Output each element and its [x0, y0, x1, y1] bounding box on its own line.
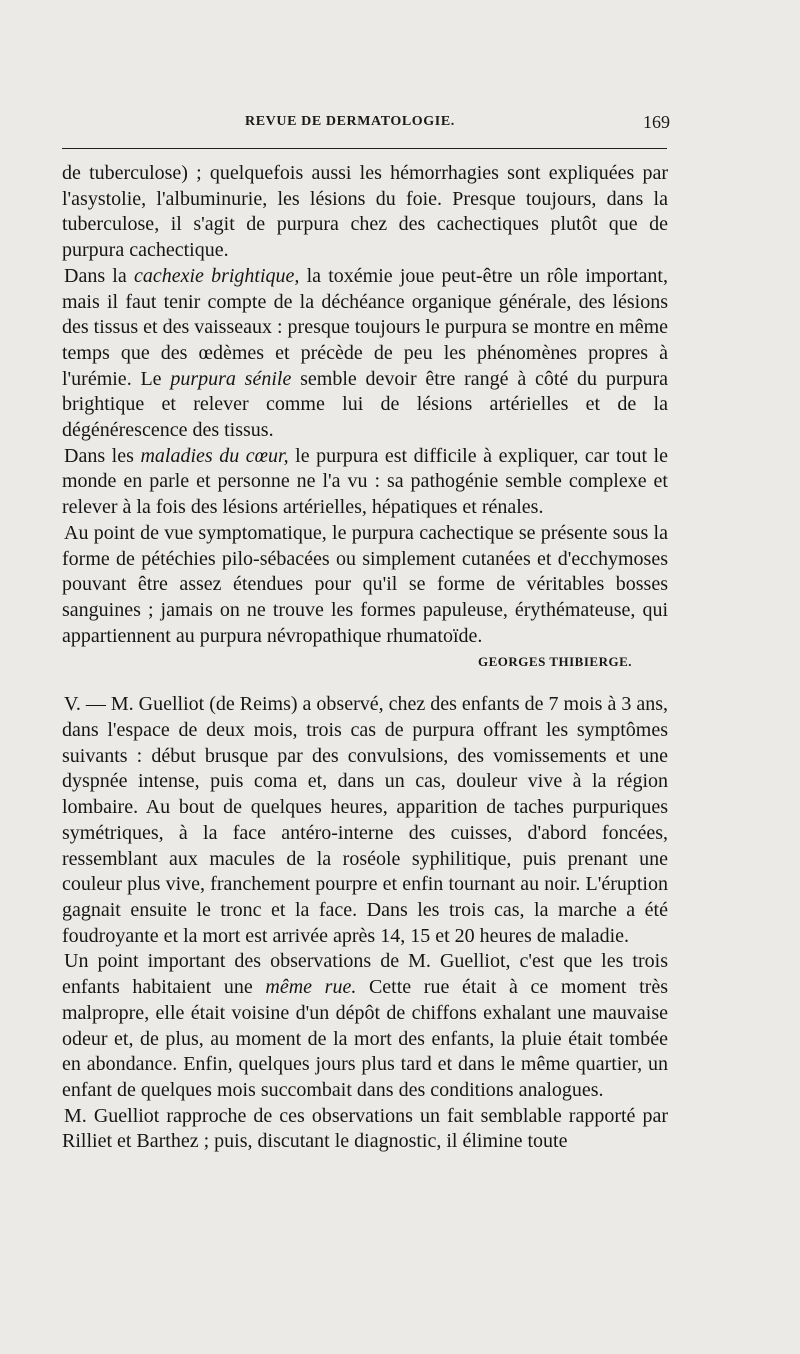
- paragraph-cachexie-brightique: [62, 264, 668, 444]
- paragraph-text: M. Guelliot rapproche de ces observations un fait semblable rapporté par Rilliet et Barthez ; puis, discutant le diagnostic, il élimine toute: [62, 1104, 668, 1153]
- italic-term: même rue.: [265, 976, 357, 999]
- paragraph-text: Dans les: [64, 444, 141, 467]
- running-title: REVUE DE DERMATOLOGIE.: [245, 114, 455, 129]
- paragraph-text: de tuberculose) ; quelquefois aussi les hémorrhagies sont expliquées par l'asystolie, l'albuminurie, les lésions du foie. Presque toujours, dans la tuberculose, il s'agit de purpura chez des cachectiques plutôt que de purpura cachectique.: [62, 162, 668, 262]
- paragraph-text: Cette rue était à ce moment très malpropre, elle était voisine d'un dépôt de chiffons exhalant une mauvaise odeur et, de plus, au moment de la mort des enfants, la pluie était tombée en abondance. Enfin, quelques jours plus tard et dans le même quartier, un enfant de quelques mois succombait dans des conditions analogues.: [62, 976, 668, 1101]
- author-signature: GEORGES THIBIERGE.: [478, 654, 632, 670]
- italic-term: maladies du cœur,: [140, 444, 289, 467]
- paragraph-meme-rue: [62, 949, 668, 1103]
- paragraph-guelliot-observation: [62, 692, 668, 949]
- page-header: [50, 112, 670, 136]
- page-number: 169: [643, 112, 670, 132]
- paragraph-maladies-coeur: [62, 444, 668, 521]
- paragraph-text: semble devoir être rangé à côté du purpura brightique et relever comme lui de lésions artérielles et de la dégénérescence des tissus.: [62, 367, 669, 442]
- paragraph-text: le purpura est difficile à expliquer, car tout le monde en parle et personne ne l'a vu : sa pathogénie semble complexe et relever à la fois des lésions artérielles, hépatiques et rénales.: [62, 444, 668, 519]
- header-rule: [62, 148, 667, 149]
- paragraph-tuberculosis: [62, 161, 668, 264]
- paragraph-text: Un point important des observations de M. Guelliot, c'est que les trois enfants habitaient une: [62, 950, 668, 999]
- paragraph-text: V. — M. Guelliot (de Reims) a observé, chez des enfants de 7 mois à 3 ans, dans l'espace de deux mois, trois cas de purpura offrant les symptômes suivants : début brusque par des convulsions, des vomissements et une dyspnée intense, puis coma et, dans un cas, douleur vive à la région lombaire. Au bout de quelques heures, apparition de taches purpuriques symétriques, à la face antéro-interne des cuisses, d'abord foncées, ressemblant aux macules de la roséole syphilitique, puis prenant une couleur plus vive, franchement pourpre et enfin tournant au noir. L'éruption gagnait ensuite le tronc et la face. Dans les trois cas, la marche a été foudroyante et la mort est arrivée après 14, 15 et 20 heures de maladie.: [62, 693, 668, 947]
- article-body: [62, 161, 668, 1155]
- italic-term: cachexie brightique,: [133, 264, 300, 287]
- paragraph-text: Au point de vue symptomatique, le purpura cachectique se présente sous la forme de pétéchies pilo-sébacées ou simplement cutanées et d'ecchymoses pouvant être assez étendues pour qu'il se forme de véritables bosses sanguines ; jamais on ne trouve les formes papuleuse, érythémateuse, qui appartiennent au purpura névropathique rhumatoïde.: [62, 521, 668, 647]
- paragraph-text: la toxémie joue peut-être un rôle important, mais il faut tenir compte de la déchéance organique générale, des lésions des tissus et des vaisseaux : presque toujours le purpura se montre en même temps que des œdèmes et précède de peu les phénomènes propres à l'urémie. Le: [62, 264, 668, 390]
- paragraph-rilliet-barthez: [62, 1104, 668, 1155]
- paragraph-symptomatique: [62, 521, 668, 650]
- italic-term: purpura sénile: [170, 367, 292, 390]
- paragraph-text: Dans la: [64, 264, 134, 287]
